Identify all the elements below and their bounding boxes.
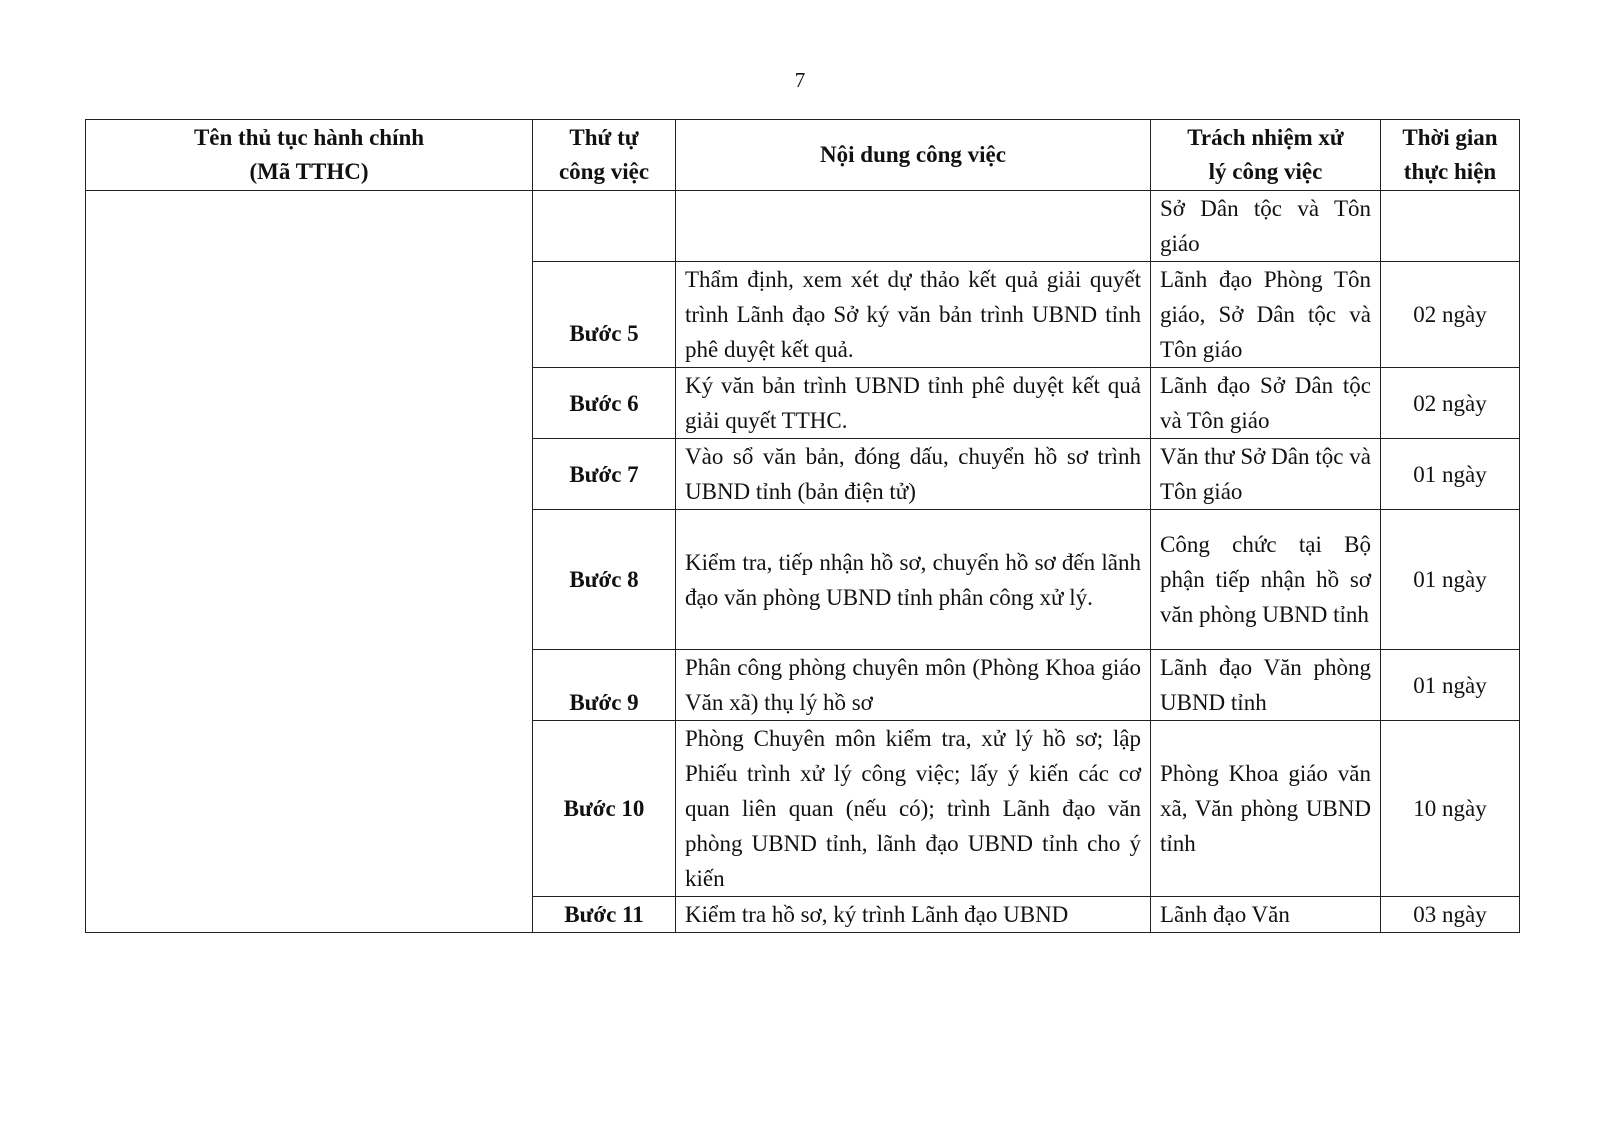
procedure-name-cell <box>86 191 533 933</box>
duration-cell: 02 ngày <box>1381 368 1520 439</box>
content-cell: Vào sổ văn bản, đóng dấu, chuyển hồ sơ trình UBND tỉnh (bản điện tử) <box>676 439 1151 510</box>
duration-cell: 01 ngày <box>1381 439 1520 510</box>
responsibility-cell: Sở Dân tộc và Tôn giáo <box>1151 191 1381 262</box>
responsibility-cell: Công chức tại Bộ phận tiếp nhận hồ sơ văn phòng UBND tỉnh <box>1151 510 1381 650</box>
content-cell: Ký văn bản trình UBND tỉnh phê duyệt kết quả giải quyết TTHC. <box>676 368 1151 439</box>
content-cell: Phân công phòng chuyên môn (Phòng Khoa giáo Văn xã) thụ lý hồ sơ <box>676 650 1151 721</box>
table-row <box>86 191 1520 262</box>
step-cell <box>533 191 676 262</box>
responsibility-cell: Lãnh đạo Sở Dân tộc và Tôn giáo <box>1151 368 1381 439</box>
header-step-order-line1: Thứ tự <box>569 125 639 150</box>
duration-cell: 10 ngày <box>1381 721 1520 897</box>
step-cell: Bước 5 <box>533 262 676 368</box>
page-number: 7 <box>794 68 806 92</box>
header-responsibility-line1: Trách nhiệm xử <box>1187 125 1344 150</box>
content-cell: Kiểm tra hồ sơ, ký trình Lãnh đạo UBND <box>676 897 1151 933</box>
responsibility-cell: Lãnh đạo Phòng Tôn giáo, Sở Dân tộc và Tôn giáo <box>1151 262 1381 368</box>
content-cell <box>676 191 1151 262</box>
header-responsibility <box>1151 120 1381 191</box>
header-step-order <box>533 120 676 191</box>
procedure-table <box>85 119 1520 933</box>
responsibility-cell: Văn thư Sở Dân tộc và Tôn giáo <box>1151 439 1381 510</box>
header-procedure-name-line2: (Mã TTHC) <box>249 159 369 184</box>
header-duration-line2: thực hiện <box>1403 159 1497 184</box>
step-cell: Bước 11 <box>533 897 676 933</box>
duration-cell: 01 ngày <box>1381 650 1520 721</box>
responsibility-cell: Phòng Khoa giáo văn xã, Văn phòng UBND tỉnh <box>1151 721 1381 897</box>
responsibility-cell: Lãnh đạo Văn phòng UBND tỉnh <box>1151 650 1381 721</box>
header-responsibility-line2: lý công việc <box>1208 159 1323 184</box>
step-cell: Bước 8 <box>533 510 676 650</box>
step-cell: Bước 9 <box>533 650 676 721</box>
content-cell: Phòng Chuyên môn kiểm tra, xử lý hồ sơ; lập Phiếu trình xử lý công việc; lấy ý kiến các cơ quan liên quan (nếu có); trình Lãnh đạo văn phòng UBND tỉnh, lãnh đạo UBND tỉnh cho ý kiến <box>676 721 1151 897</box>
header-content: Nội dung công việc <box>676 120 1151 191</box>
duration-cell: 03 ngày <box>1381 897 1520 933</box>
header-procedure-name <box>86 120 533 191</box>
step-cell: Bước 7 <box>533 439 676 510</box>
responsibility-cell: Lãnh đạo Văn <box>1151 897 1381 933</box>
duration-cell: 02 ngày <box>1381 262 1520 368</box>
step-cell: Bước 6 <box>533 368 676 439</box>
duration-cell <box>1381 191 1520 262</box>
header-duration <box>1381 120 1520 191</box>
duration-cell: 01 ngày <box>1381 510 1520 650</box>
header-duration-line1: Thời gian <box>1402 125 1498 150</box>
header-step-order-line2: công việc <box>558 159 650 184</box>
content-cell: Thẩm định, xem xét dự thảo kết quả giải quyết trình Lãnh đạo Sở ký văn bản trình UBND tỉnh phê duyệt kết quả. <box>676 262 1151 368</box>
step-cell: Bước 10 <box>533 721 676 897</box>
content-cell: Kiểm tra, tiếp nhận hồ sơ, chuyển hồ sơ đến lãnh đạo văn phòng UBND tỉnh phân công xử lý. <box>676 510 1151 650</box>
header-procedure-name-line1: Tên thủ tục hành chính <box>193 125 425 150</box>
table-header-row <box>86 120 1520 191</box>
